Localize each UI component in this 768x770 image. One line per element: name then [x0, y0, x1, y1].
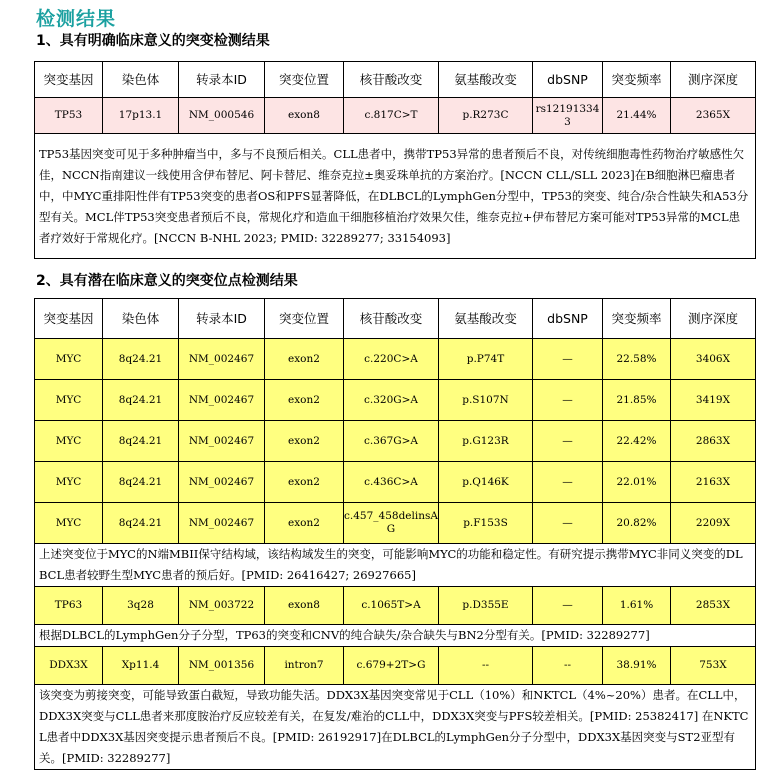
header-frequency: 突变频率 — [603, 62, 671, 98]
cell-depth: 2853X — [671, 587, 756, 625]
header-position: 突变位置 — [265, 299, 344, 339]
cell-frequency: 22.58% — [603, 339, 671, 380]
cell-chromosome: 8q24.21 — [103, 380, 179, 421]
cell-position: exon2 — [265, 462, 344, 503]
cell-position: exon2 — [265, 421, 344, 462]
interpretation-row — [35, 685, 756, 770]
cell-gene: TP63 — [35, 587, 103, 625]
cell-amino-acid: p.R273C — [439, 98, 533, 134]
cell-nucleotide: c.220C>A — [344, 339, 439, 380]
cell-gene: MYC — [35, 503, 103, 544]
interpretation-row — [35, 544, 756, 587]
cell-transcript: NM_002467 — [179, 421, 265, 462]
table-row — [35, 98, 756, 134]
clear-significance-mutation-table — [34, 61, 756, 259]
cell-frequency: 1.61% — [603, 587, 671, 625]
table-header-row — [35, 62, 756, 98]
header-chromosome: 染色体 — [103, 299, 179, 339]
cell-nucleotide: c.367G>A — [344, 421, 439, 462]
cell-transcript: NM_002467 — [179, 462, 265, 503]
cell-position: exon2 — [265, 339, 344, 380]
cell-depth: 3419X — [671, 380, 756, 421]
header-transcript: 转录本ID — [179, 299, 265, 339]
potential-significance-mutation-table — [34, 298, 756, 770]
interpretation-row — [35, 625, 756, 647]
cell-gene: TP53 — [35, 98, 103, 134]
cell-dbsnp: — — [533, 587, 603, 625]
cell-chromosome: 8q24.21 — [103, 503, 179, 544]
cell-gene: DDX3X — [35, 647, 103, 685]
cell-gene: MYC — [35, 380, 103, 421]
header-position: 突变位置 — [265, 62, 344, 98]
header-depth: 测序深度 — [671, 299, 756, 339]
table-row — [35, 503, 756, 544]
cell-gene: MYC — [35, 421, 103, 462]
header-depth: 测序深度 — [671, 62, 756, 98]
table-row — [35, 339, 756, 380]
cell-chromosome: 8q24.21 — [103, 339, 179, 380]
header-transcript: 转录本ID — [179, 62, 265, 98]
cell-transcript: NM_002467 — [179, 380, 265, 421]
cell-amino-acid: p.D355E — [439, 587, 533, 625]
cell-chromosome: 17p13.1 — [103, 98, 179, 134]
section-2-title: 2、具有潜在临床意义的突变位点检测结果 — [36, 273, 298, 289]
cell-transcript: NM_002467 — [179, 503, 265, 544]
table-row — [35, 587, 756, 625]
cell-position: exon2 — [265, 380, 344, 421]
interpretation-row — [35, 134, 756, 259]
page-title: 检测结果 — [36, 8, 117, 30]
cell-dbsnp: — — [533, 380, 603, 421]
cell-nucleotide: c.817C>T — [344, 98, 439, 134]
cell-frequency: 21.85% — [603, 380, 671, 421]
cell-frequency: 20.82% — [603, 503, 671, 544]
cell-depth: 2863X — [671, 421, 756, 462]
myc-interpretation: 上述突变位于MYC的N端MBII保守结构域，该结构域发生的突变，可能影响MYC的功能和稳定性。有研究提示携带MYC非同义突变的DLBCL患者较野生型MYC患者的预后好。[PMID: 26416427; 26927665] — [35, 544, 756, 587]
cell-frequency: 21.44% — [603, 98, 671, 134]
cell-transcript: NM_003722 — [179, 587, 265, 625]
cell-nucleotide: c.320G>A — [344, 380, 439, 421]
header-nucleotide: 核苷酸改变 — [344, 62, 439, 98]
cell-dbsnp: -- — [533, 647, 603, 685]
header-dbsnp: dbSNP — [533, 62, 603, 98]
header-amino-acid: 氨基酸改变 — [439, 299, 533, 339]
cell-depth: 753X — [671, 647, 756, 685]
header-gene: 突变基因 — [35, 299, 103, 339]
cell-transcript: NM_002467 — [179, 339, 265, 380]
cell-amino-acid: p.Q146K — [439, 462, 533, 503]
cell-frequency: 38.91% — [603, 647, 671, 685]
cell-position: exon2 — [265, 503, 344, 544]
cell-amino-acid: p.F153S — [439, 503, 533, 544]
cell-chromosome: 3q28 — [103, 587, 179, 625]
cell-chromosome: Xp11.4 — [103, 647, 179, 685]
cell-depth: 2209X — [671, 503, 756, 544]
cell-amino-acid: p.G123R — [439, 421, 533, 462]
tp53-interpretation: TP53基因突变可见于多种肿瘤当中，多与不良预后相关。CLL患者中，携带TP53异常的患者预后不良，对传统细胞毒性药物治疗敏感性欠佳，NCCN指南建议一线使用含伊布替尼、阿卡替尼、维奈克拉±奥妥珠单抗的方案治疗。[NCCN CLL/SLL 2023]在B细胞淋巴瘤患者中，中MYC重排阳性伴有TP53突变的患者OS和PFS显著降低，在DLBCL的LymphGen分型中，TP53的突变、纯合/杂合性缺失和A53分型有关。MCL伴TP53突变患者预后不良，常规化疗和造血干细胞移植治疗效果欠佳，维奈克拉+伊布替尼方案可能对TP53异常的MCL患者疗效好于常规化疗。[NCCN B-NHL 2023; PMID: 32289277; 33154093] — [35, 134, 756, 259]
cell-frequency: 22.42% — [603, 421, 671, 462]
cell-chromosome: 8q24.21 — [103, 462, 179, 503]
header-nucleotide: 核苷酸改变 — [344, 299, 439, 339]
cell-nucleotide: c.1065T>A — [344, 587, 439, 625]
section-1-title: 1、具有明确临床意义的突变检测结果 — [36, 33, 270, 49]
cell-position: intron7 — [265, 647, 344, 685]
cell-gene: MYC — [35, 339, 103, 380]
cell-amino-acid: -- — [439, 647, 533, 685]
header-dbsnp: dbSNP — [533, 299, 603, 339]
table-row — [35, 421, 756, 462]
table-header-row — [35, 299, 756, 339]
cell-depth: 3406X — [671, 339, 756, 380]
cell-nucleotide: c.679+2T>G — [344, 647, 439, 685]
header-frequency: 突变频率 — [603, 299, 671, 339]
cell-transcript: NM_001356 — [179, 647, 265, 685]
cell-dbsnp: — — [533, 462, 603, 503]
cell-position: exon8 — [265, 98, 344, 134]
header-gene: 突变基因 — [35, 62, 103, 98]
cell-position: exon8 — [265, 587, 344, 625]
table-row — [35, 647, 756, 685]
cell-nucleotide: c.457_458delinsAG — [344, 503, 439, 544]
cell-depth: 2365X — [671, 98, 756, 134]
ddx3x-interpretation: 该突变为剪接突变，可能导致蛋白截短，导致功能失活。DDX3X基因突变常见于CLL（10%）和NKTCL（4%~20%）患者。在CLL中，DDX3X突变与CLL患者来那度胺治疗反应较差有关，在复发/难治的CLL中，DDX3X突变与PFS较差相关。[PMID: 25382417] 在NKTCL患者中DDX3X基因突变提示患者预后不良。[PMID: 26192917]在DLBCL的LymphGen分子分型中，DDX3X基因突变与ST2亚型有关。[PMID: 32289277] — [35, 685, 756, 770]
cell-amino-acid: p.S107N — [439, 380, 533, 421]
header-chromosome: 染色体 — [103, 62, 179, 98]
table-row — [35, 462, 756, 503]
cell-depth: 2163X — [671, 462, 756, 503]
cell-gene: MYC — [35, 462, 103, 503]
tp63-interpretation: 根据DLBCL的LymphGen分子分型，TP63的突变和CNV的纯合缺失/杂合缺失与BN2分型有关。[PMID: 32289277] — [35, 625, 756, 647]
header-amino-acid: 氨基酸改变 — [439, 62, 533, 98]
cell-dbsnp: rs121913343 — [533, 98, 603, 134]
cell-transcript: NM_000546 — [179, 98, 265, 134]
cell-dbsnp: — — [533, 421, 603, 462]
cell-frequency: 22.01% — [603, 462, 671, 503]
cell-amino-acid: p.P74T — [439, 339, 533, 380]
cell-dbsnp: — — [533, 503, 603, 544]
cell-chromosome: 8q24.21 — [103, 421, 179, 462]
cell-nucleotide: c.436C>A — [344, 462, 439, 503]
table-row — [35, 380, 756, 421]
cell-dbsnp: — — [533, 339, 603, 380]
